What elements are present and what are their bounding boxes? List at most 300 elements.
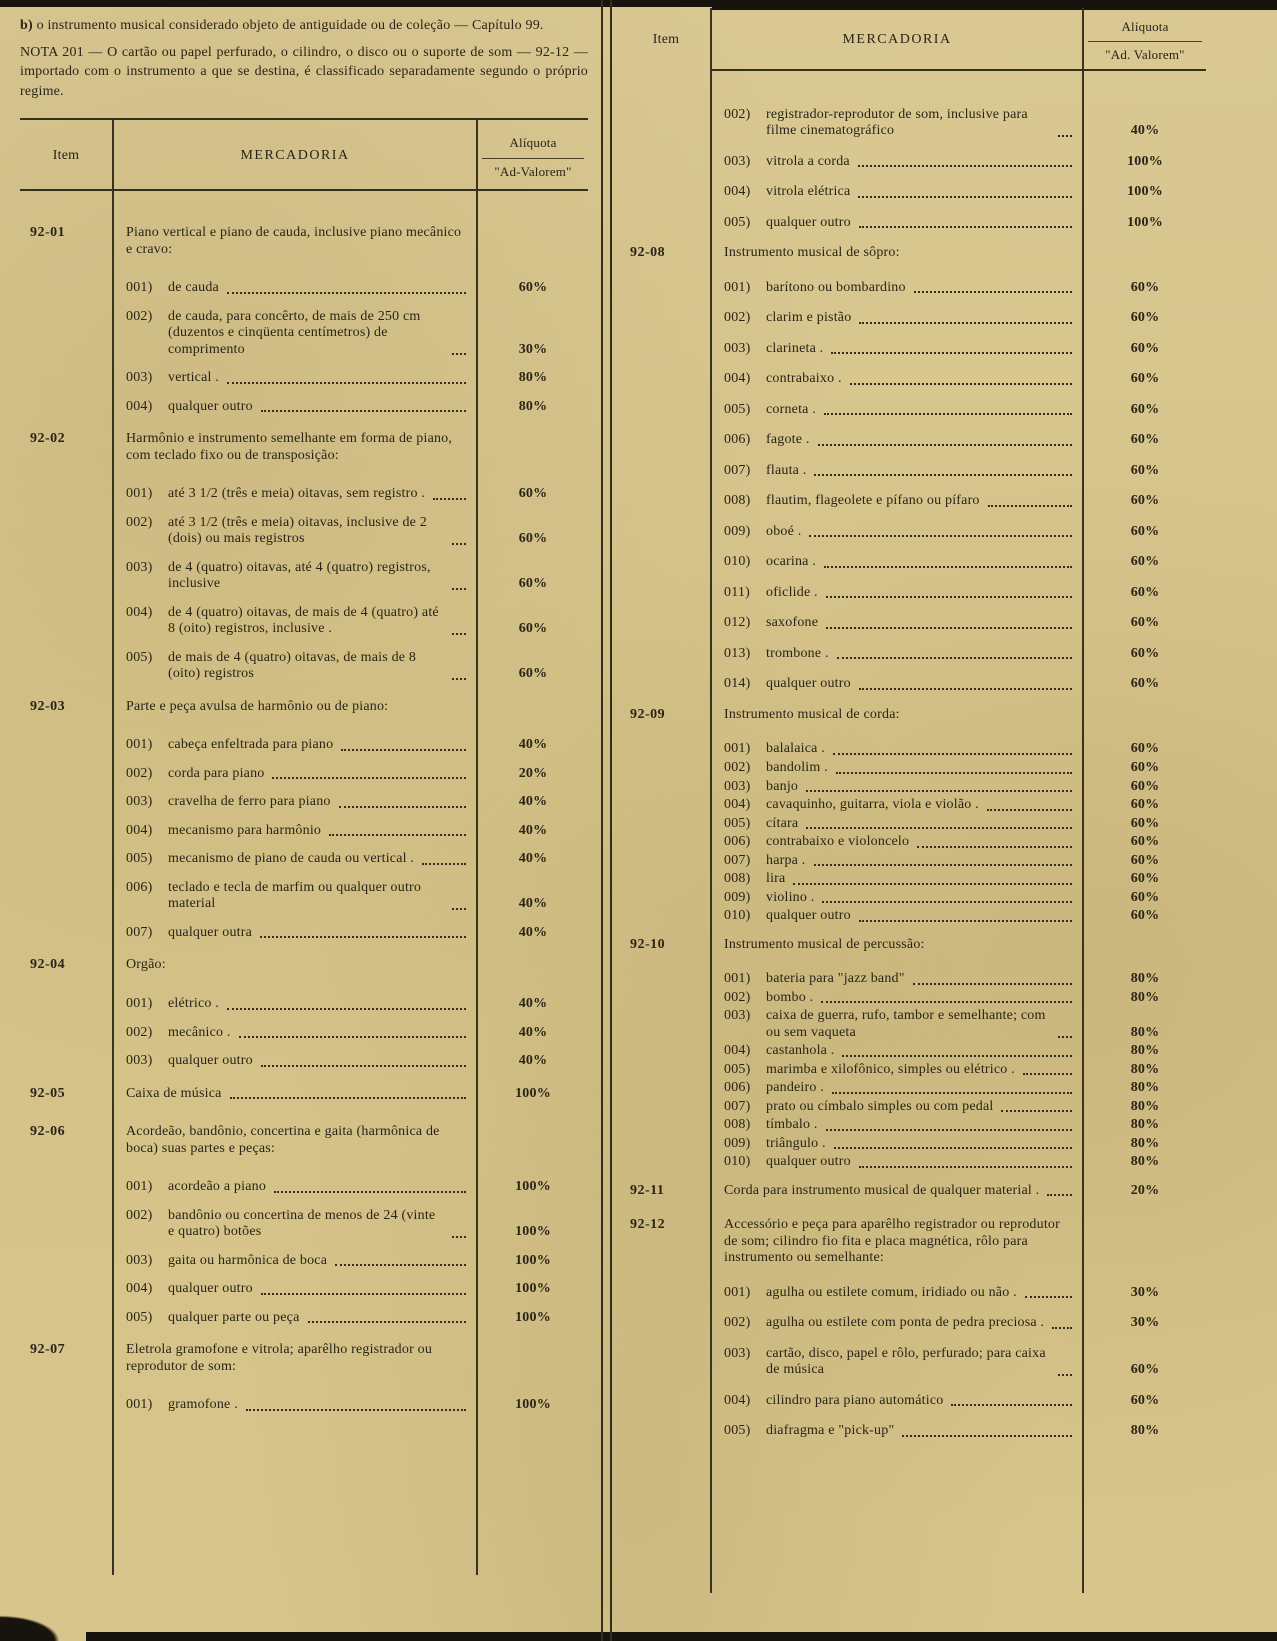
tariff-entry	[20, 699, 588, 942]
rate-value: 80%	[1130, 1154, 1160, 1170]
item-body	[710, 463, 1084, 480]
entry-title: Caixa de música	[126, 1085, 222, 1101]
rate-value: 20%	[1130, 1182, 1160, 1198]
tariff-item-row	[20, 399, 588, 416]
entry-title-row	[20, 431, 588, 464]
dot-leader	[913, 983, 1072, 985]
dot-leader	[859, 688, 1072, 690]
tariff-item-row	[20, 823, 588, 840]
item-body	[112, 737, 478, 754]
item-description: balalaica .	[766, 741, 825, 757]
rate-value: 80%	[1130, 971, 1160, 987]
item-number: 004)	[126, 822, 153, 838]
entry-title: Orgão:	[126, 957, 166, 973]
item-number: 001)	[126, 1397, 153, 1413]
tariff-item-row	[20, 560, 588, 593]
item-body	[112, 605, 478, 638]
item-body	[710, 890, 1084, 907]
rate-value: 60%	[1130, 676, 1160, 692]
rate-value: 40%	[518, 737, 548, 753]
tariff-item-row	[20, 1281, 588, 1298]
item-number: 003)	[126, 1252, 153, 1268]
dot-leader	[452, 543, 466, 545]
dot-leader	[227, 1008, 466, 1010]
rate-value: 100%	[515, 1085, 551, 1101]
rate-value: 60%	[1130, 1362, 1160, 1378]
item-body	[710, 990, 1084, 1007]
rate-value: 60%	[518, 621, 548, 637]
dot-leader	[917, 846, 1072, 848]
rate-value: 40%	[518, 851, 548, 867]
item-body	[710, 280, 1084, 297]
dot-leader	[988, 505, 1072, 507]
item-description: pandeiro .	[766, 1080, 824, 1096]
item-body	[710, 341, 1084, 358]
rate-value: 60%	[1130, 615, 1160, 631]
item-description: até 3 1/2 (três e meia) oitavas, sem registro .	[168, 486, 426, 502]
header-ad-valorem-label: "Ad-Valorem"	[494, 163, 572, 179]
item-number: 001)	[724, 279, 751, 295]
dot-leader	[1052, 1327, 1072, 1329]
item-description: qualquer outro	[766, 908, 851, 924]
item-number: 003)	[724, 340, 751, 356]
rate-value: 40%	[518, 1024, 548, 1040]
item-code: 92-03	[30, 698, 66, 714]
entry-title: Instrumento musical de percussão:	[724, 936, 925, 952]
item-number: 001)	[126, 280, 153, 296]
item-number: 008)	[724, 1117, 751, 1133]
dot-leader	[818, 444, 1072, 446]
item-number: 001)	[724, 971, 751, 987]
item-body	[710, 310, 1084, 327]
rate-value: 40%	[518, 995, 548, 1011]
dot-leader	[842, 1055, 1072, 1057]
rate-value: 40%	[518, 924, 548, 940]
table-rule-rate	[1082, 8, 1084, 1593]
item-number: 004)	[724, 371, 751, 387]
dot-leader	[261, 1065, 466, 1067]
entry-title-body	[112, 699, 478, 716]
item-number: 013)	[724, 645, 751, 661]
item-description: de 4 (quatro) oitavas, até 4 (quatro) registros, inclusive	[168, 559, 431, 592]
item-body	[112, 1310, 478, 1327]
item-description: qualquer parte ou peça	[168, 1309, 300, 1325]
item-body	[710, 524, 1084, 541]
item-number: 003)	[724, 1345, 751, 1361]
item-number: 008)	[724, 871, 751, 887]
dot-leader	[422, 863, 466, 865]
rate-value: 60%	[518, 576, 548, 592]
rate-value: 100%	[515, 1224, 551, 1240]
scan-edge-bottom	[86, 1632, 1277, 1641]
item-number: 005)	[724, 401, 751, 417]
rate-value: 80%	[1130, 1135, 1160, 1151]
item-code: 92-08	[630, 245, 666, 261]
tariff-item-row	[20, 1397, 588, 1414]
item-body	[710, 184, 1084, 201]
item-description: cabeça enfeltrada para piano	[168, 737, 334, 753]
table-rule-rate	[476, 118, 478, 1575]
rate-value: 60%	[1130, 340, 1160, 356]
rate-value: 40%	[518, 794, 548, 810]
table-body-left	[20, 191, 588, 1414]
tariff-item-row	[20, 309, 588, 359]
rate-value: 80%	[1130, 1423, 1160, 1439]
item-body	[710, 215, 1084, 232]
intro-notes	[20, 16, 588, 108]
rate-value: 80%	[518, 398, 548, 414]
dot-leader	[452, 908, 466, 910]
rate-value: 40%	[518, 896, 548, 912]
item-body	[710, 1285, 1084, 1302]
entry-title: Acordeão, bandônio, concertina e gaita (harmônica de boca) suas partes e peças:	[126, 1124, 440, 1156]
item-number: 003)	[724, 778, 751, 794]
item-description: cilindro para piano automático	[766, 1392, 944, 1408]
entry-title-row	[20, 699, 588, 716]
rate-value: 60%	[1130, 584, 1160, 600]
dot-leader	[1025, 1296, 1072, 1298]
item-number: 001)	[126, 995, 153, 1011]
tariff-entry	[20, 431, 588, 683]
item-number: 005)	[126, 851, 153, 867]
left-column	[20, 16, 588, 1575]
item-description: cartão, disco, papel e rôlo, perfurado; para caixa de música	[766, 1345, 1046, 1378]
item-body	[710, 432, 1084, 449]
dot-leader	[433, 498, 466, 500]
item-body	[112, 880, 478, 913]
item-number: 005)	[724, 1423, 751, 1439]
tariff-item-row	[20, 794, 588, 811]
item-number: 005)	[724, 815, 751, 831]
entry-title-body	[710, 1183, 1084, 1200]
header-aliquota	[1084, 16, 1206, 63]
dot-leader	[814, 474, 1072, 476]
rate-value: 60%	[1130, 462, 1160, 478]
item-number: 005)	[724, 214, 751, 230]
dot-leader	[227, 382, 466, 384]
dot-leader	[1058, 135, 1072, 137]
rate-value: 60%	[1130, 778, 1160, 794]
item-description: oficlide .	[766, 584, 818, 600]
item-number: 007)	[126, 924, 153, 940]
item-body	[112, 1397, 478, 1414]
entry-title: Harmônio e instrumento semelhante em forma de piano, com teclado fixo ou de transposição:	[126, 431, 453, 463]
item-number: 009)	[724, 1135, 751, 1151]
item-description: de cauda, para concêrto, de mais de 250 cm (duzentos e cinqüenta centímetros) de comprimento	[168, 308, 421, 357]
item-number: 004)	[724, 1392, 751, 1408]
item-body	[112, 925, 478, 942]
tariff-item-row	[20, 1208, 588, 1241]
header-ad-valorem-label: "Ad. Valorem"	[1105, 47, 1185, 63]
item-description: fagote .	[766, 432, 810, 448]
note-b	[20, 16, 588, 36]
dot-leader	[837, 657, 1072, 659]
entry-title-body	[112, 1342, 478, 1375]
dot-leader	[858, 165, 1072, 167]
item-code: 92-12	[630, 1217, 666, 1233]
item-code: 92-01	[30, 225, 66, 241]
item-number: 001)	[724, 1284, 751, 1300]
item-body	[710, 1136, 1084, 1153]
item-body	[710, 554, 1084, 571]
item-code: 92-06	[30, 1124, 66, 1140]
item-body	[710, 816, 1084, 833]
item-description: vitrola elétrica	[766, 184, 851, 200]
item-body	[710, 908, 1084, 925]
dot-leader	[822, 901, 1072, 903]
item-body	[710, 646, 1084, 663]
header-item: Item	[52, 148, 80, 164]
item-body	[112, 1053, 478, 1070]
item-description: elétrico .	[168, 995, 219, 1011]
entry-title: Instrumento musical de corda:	[724, 706, 900, 722]
rate-value: 40%	[1130, 123, 1160, 139]
dot-leader	[833, 753, 1072, 755]
item-body	[710, 779, 1084, 796]
item-body	[112, 1281, 478, 1298]
header-mercadoria: MERCADORIA	[240, 148, 350, 164]
rate-value: 100%	[1127, 153, 1163, 169]
rate-value: 60%	[1130, 523, 1160, 539]
dot-leader	[987, 809, 1072, 811]
entry-title: Piano vertical e piano de cauda, inclusive piano mecânico e cravo:	[126, 225, 462, 257]
item-body	[112, 996, 478, 1013]
item-code: 92-07	[30, 1342, 66, 1358]
item-description: triângulo .	[766, 1135, 826, 1151]
item-number: 005)	[126, 1309, 153, 1325]
item-number: 002)	[724, 106, 751, 122]
entry-title-body	[112, 1124, 478, 1157]
item-number: 002)	[126, 765, 153, 781]
item-number: 002)	[126, 1207, 153, 1223]
dot-leader	[308, 1321, 466, 1323]
rate-value: 60%	[1130, 310, 1160, 326]
tariff-item-row	[20, 880, 588, 913]
item-number: 003)	[724, 1008, 751, 1024]
entry-title-row	[20, 957, 588, 974]
item-body	[710, 871, 1084, 888]
item-number: 007)	[724, 852, 751, 868]
item-number: 002)	[724, 989, 751, 1005]
item-description: de mais de 4 (quatro) oitavas, de mais de 8 (oito) registros	[168, 649, 417, 682]
tariff-item-row	[20, 766, 588, 783]
item-number: 004)	[724, 1043, 751, 1059]
dot-leader	[824, 413, 1072, 415]
tariff-item-row	[20, 650, 588, 683]
tariff-entry	[20, 1124, 588, 1326]
item-body	[710, 493, 1084, 510]
item-description: de cauda	[168, 280, 219, 296]
item-description: vertical .	[168, 370, 219, 386]
item-number: 007)	[724, 1098, 751, 1114]
item-number: 014)	[724, 676, 751, 692]
rate-value: 60%	[1130, 432, 1160, 448]
rate-value: 30%	[1130, 1315, 1160, 1331]
item-description: contrabaixo .	[766, 371, 842, 387]
entry-title-body	[112, 957, 478, 974]
rate-value: 60%	[1130, 852, 1160, 868]
note-201: NOTA 201 — O cartão ou papel perfurado, o cilindro, o disco ou o suporte de som — 92-12 — importado com o instrumento a que se destina, é classificado separadamente segundo o próprio regime.	[20, 44, 588, 99]
rate-value: 60%	[1130, 797, 1160, 813]
item-code: 92-04	[30, 957, 66, 973]
dot-leader	[858, 196, 1072, 198]
header-aliquota-label: Alíquota	[1088, 16, 1202, 42]
item-number: 012)	[724, 615, 751, 631]
entry-title: Corda para instrumento musical de qualquer material .	[724, 1182, 1040, 1198]
dot-leader	[831, 352, 1072, 354]
item-number: 006)	[724, 432, 751, 448]
item-body	[710, 1043, 1084, 1060]
rate-value: 60%	[1130, 493, 1160, 509]
item-body	[112, 766, 478, 783]
item-body	[710, 371, 1084, 388]
item-number: 001)	[724, 741, 751, 757]
item-description: lira	[766, 871, 786, 887]
tariff-entry	[20, 1342, 588, 1414]
item-number: 008)	[724, 493, 751, 509]
rate-value: 60%	[1130, 834, 1160, 850]
item-body	[112, 823, 478, 840]
item-description: harpa .	[766, 852, 806, 868]
dot-leader	[452, 588, 466, 590]
item-description: diafragma e "pick-up"	[766, 1423, 895, 1439]
item-body	[710, 154, 1084, 171]
dot-leader	[836, 772, 1072, 774]
item-body	[112, 399, 478, 416]
item-description: marimba e xilofônico, simples ou elétrico .	[766, 1061, 1015, 1077]
dot-leader	[814, 864, 1073, 866]
entry-title-body	[710, 937, 1084, 954]
item-description: bateria para "jazz band"	[766, 971, 905, 987]
item-body	[710, 797, 1084, 814]
item-description: ocarina .	[766, 554, 816, 570]
item-description: bandolim .	[766, 760, 828, 775]
item-description: barítono ou bombardino	[766, 279, 906, 295]
item-number: 005)	[126, 649, 153, 665]
item-code: 92-02	[30, 431, 66, 447]
item-description: trombone .	[766, 645, 829, 661]
item-number: 002)	[724, 310, 751, 326]
item-number: 001)	[126, 1179, 153, 1195]
item-code: 92-05	[30, 1085, 66, 1101]
item-description: castanhola .	[766, 1043, 835, 1059]
dot-leader	[239, 1036, 466, 1038]
rate-value: 60%	[1130, 815, 1160, 831]
item-description: de 4 (quatro) oitavas, de mais de 4 (quatro) até 8 (oito) registros, inclusive .	[168, 604, 439, 637]
entry-title: Parte e peça avulsa de harmônio ou de piano:	[126, 698, 389, 714]
item-number: 003)	[126, 370, 153, 386]
item-number: 002)	[126, 514, 153, 530]
dot-leader	[335, 1264, 466, 1266]
header-mercadoria: MERCADORIA	[842, 32, 952, 47]
dot-leader	[452, 678, 466, 680]
rate-value: 60%	[1130, 645, 1160, 661]
tariff-item-row	[20, 605, 588, 638]
tariff-item-row	[20, 370, 588, 387]
tariff-entry	[20, 957, 588, 1069]
table-rule-item	[710, 8, 712, 1593]
item-number: 005)	[724, 1061, 751, 1077]
item-body	[112, 280, 478, 297]
tariff-item-row	[20, 486, 588, 503]
dot-leader	[832, 1092, 1072, 1094]
tariff-item-row	[20, 1053, 588, 1070]
dot-leader	[230, 1097, 466, 1099]
rate-value: 40%	[518, 822, 548, 838]
item-description: qualquer outro	[168, 398, 253, 414]
item-body	[112, 515, 478, 548]
item-description: clarim e pistão	[766, 310, 852, 326]
item-body	[112, 794, 478, 811]
rate-value: 60%	[1130, 871, 1160, 887]
item-description: bandônio ou concertina de menos de 24 (vinte e quatro) botões	[168, 1207, 436, 1240]
dot-leader	[834, 1147, 1072, 1149]
item-body	[710, 1062, 1084, 1079]
entry-title: Eletrola gramofone e vitrola; aparêlho registrador ou reprodutor de som:	[126, 1342, 433, 1374]
rate-value: 100%	[1127, 214, 1163, 230]
item-number: 004)	[724, 184, 751, 200]
tariff-entry	[20, 1086, 588, 1103]
item-body	[710, 402, 1084, 419]
header-aliquota	[478, 132, 588, 179]
item-body	[112, 309, 478, 359]
column-divider-rule	[601, 0, 612, 1641]
dot-leader	[793, 883, 1072, 885]
item-description: oboé .	[766, 523, 802, 539]
tariff-item-row	[20, 1253, 588, 1270]
item-number: 002)	[724, 760, 751, 775]
item-description: qualquer outro	[766, 676, 851, 692]
tariff-item-row	[20, 996, 588, 1013]
item-number: 009)	[724, 523, 751, 539]
item-number: 006)	[724, 1080, 751, 1096]
rate-value: 80%	[1130, 1043, 1160, 1059]
rate-value: 80%	[1130, 1080, 1160, 1096]
dot-leader	[826, 1129, 1072, 1131]
item-number: 010)	[724, 908, 751, 924]
item-description: vitrola a corda	[766, 153, 850, 169]
item-number: 003)	[724, 153, 751, 169]
item-body	[112, 1025, 478, 1042]
item-body	[710, 107, 1084, 140]
item-description: qualquer outro	[168, 1281, 253, 1297]
tariff-table-left	[20, 118, 588, 1575]
rate-value: 60%	[518, 280, 548, 296]
item-body	[112, 1208, 478, 1241]
dot-leader	[452, 353, 466, 355]
item-number: 002)	[126, 1024, 153, 1040]
item-number: 001)	[126, 486, 153, 502]
dot-leader	[452, 1236, 466, 1238]
rate-value: 60%	[1130, 760, 1160, 775]
item-description: gaita ou harmônica de boca	[168, 1252, 328, 1268]
scan-edge-top	[0, 0, 1277, 7]
tariff-item-row	[20, 1310, 588, 1327]
dot-leader	[1023, 1073, 1072, 1075]
item-body	[112, 650, 478, 683]
item-description: agulha ou estilete com ponta de pedra preciosa .	[766, 1315, 1045, 1331]
entry-title: Instrumento musical de sôpro:	[724, 245, 900, 261]
item-description: corneta .	[766, 401, 816, 417]
entry-title-body	[112, 225, 478, 258]
tariff-item-row	[20, 851, 588, 868]
dot-leader	[329, 834, 466, 836]
entry-title-body	[710, 1217, 1084, 1267]
item-body	[710, 834, 1084, 851]
note-b-text: o instrumento musical considerado objeto de antiguidade ou de coleção — Capítulo 99.	[36, 18, 544, 33]
item-description: acordeão a piano	[168, 1179, 267, 1195]
item-number: 004)	[126, 604, 153, 620]
